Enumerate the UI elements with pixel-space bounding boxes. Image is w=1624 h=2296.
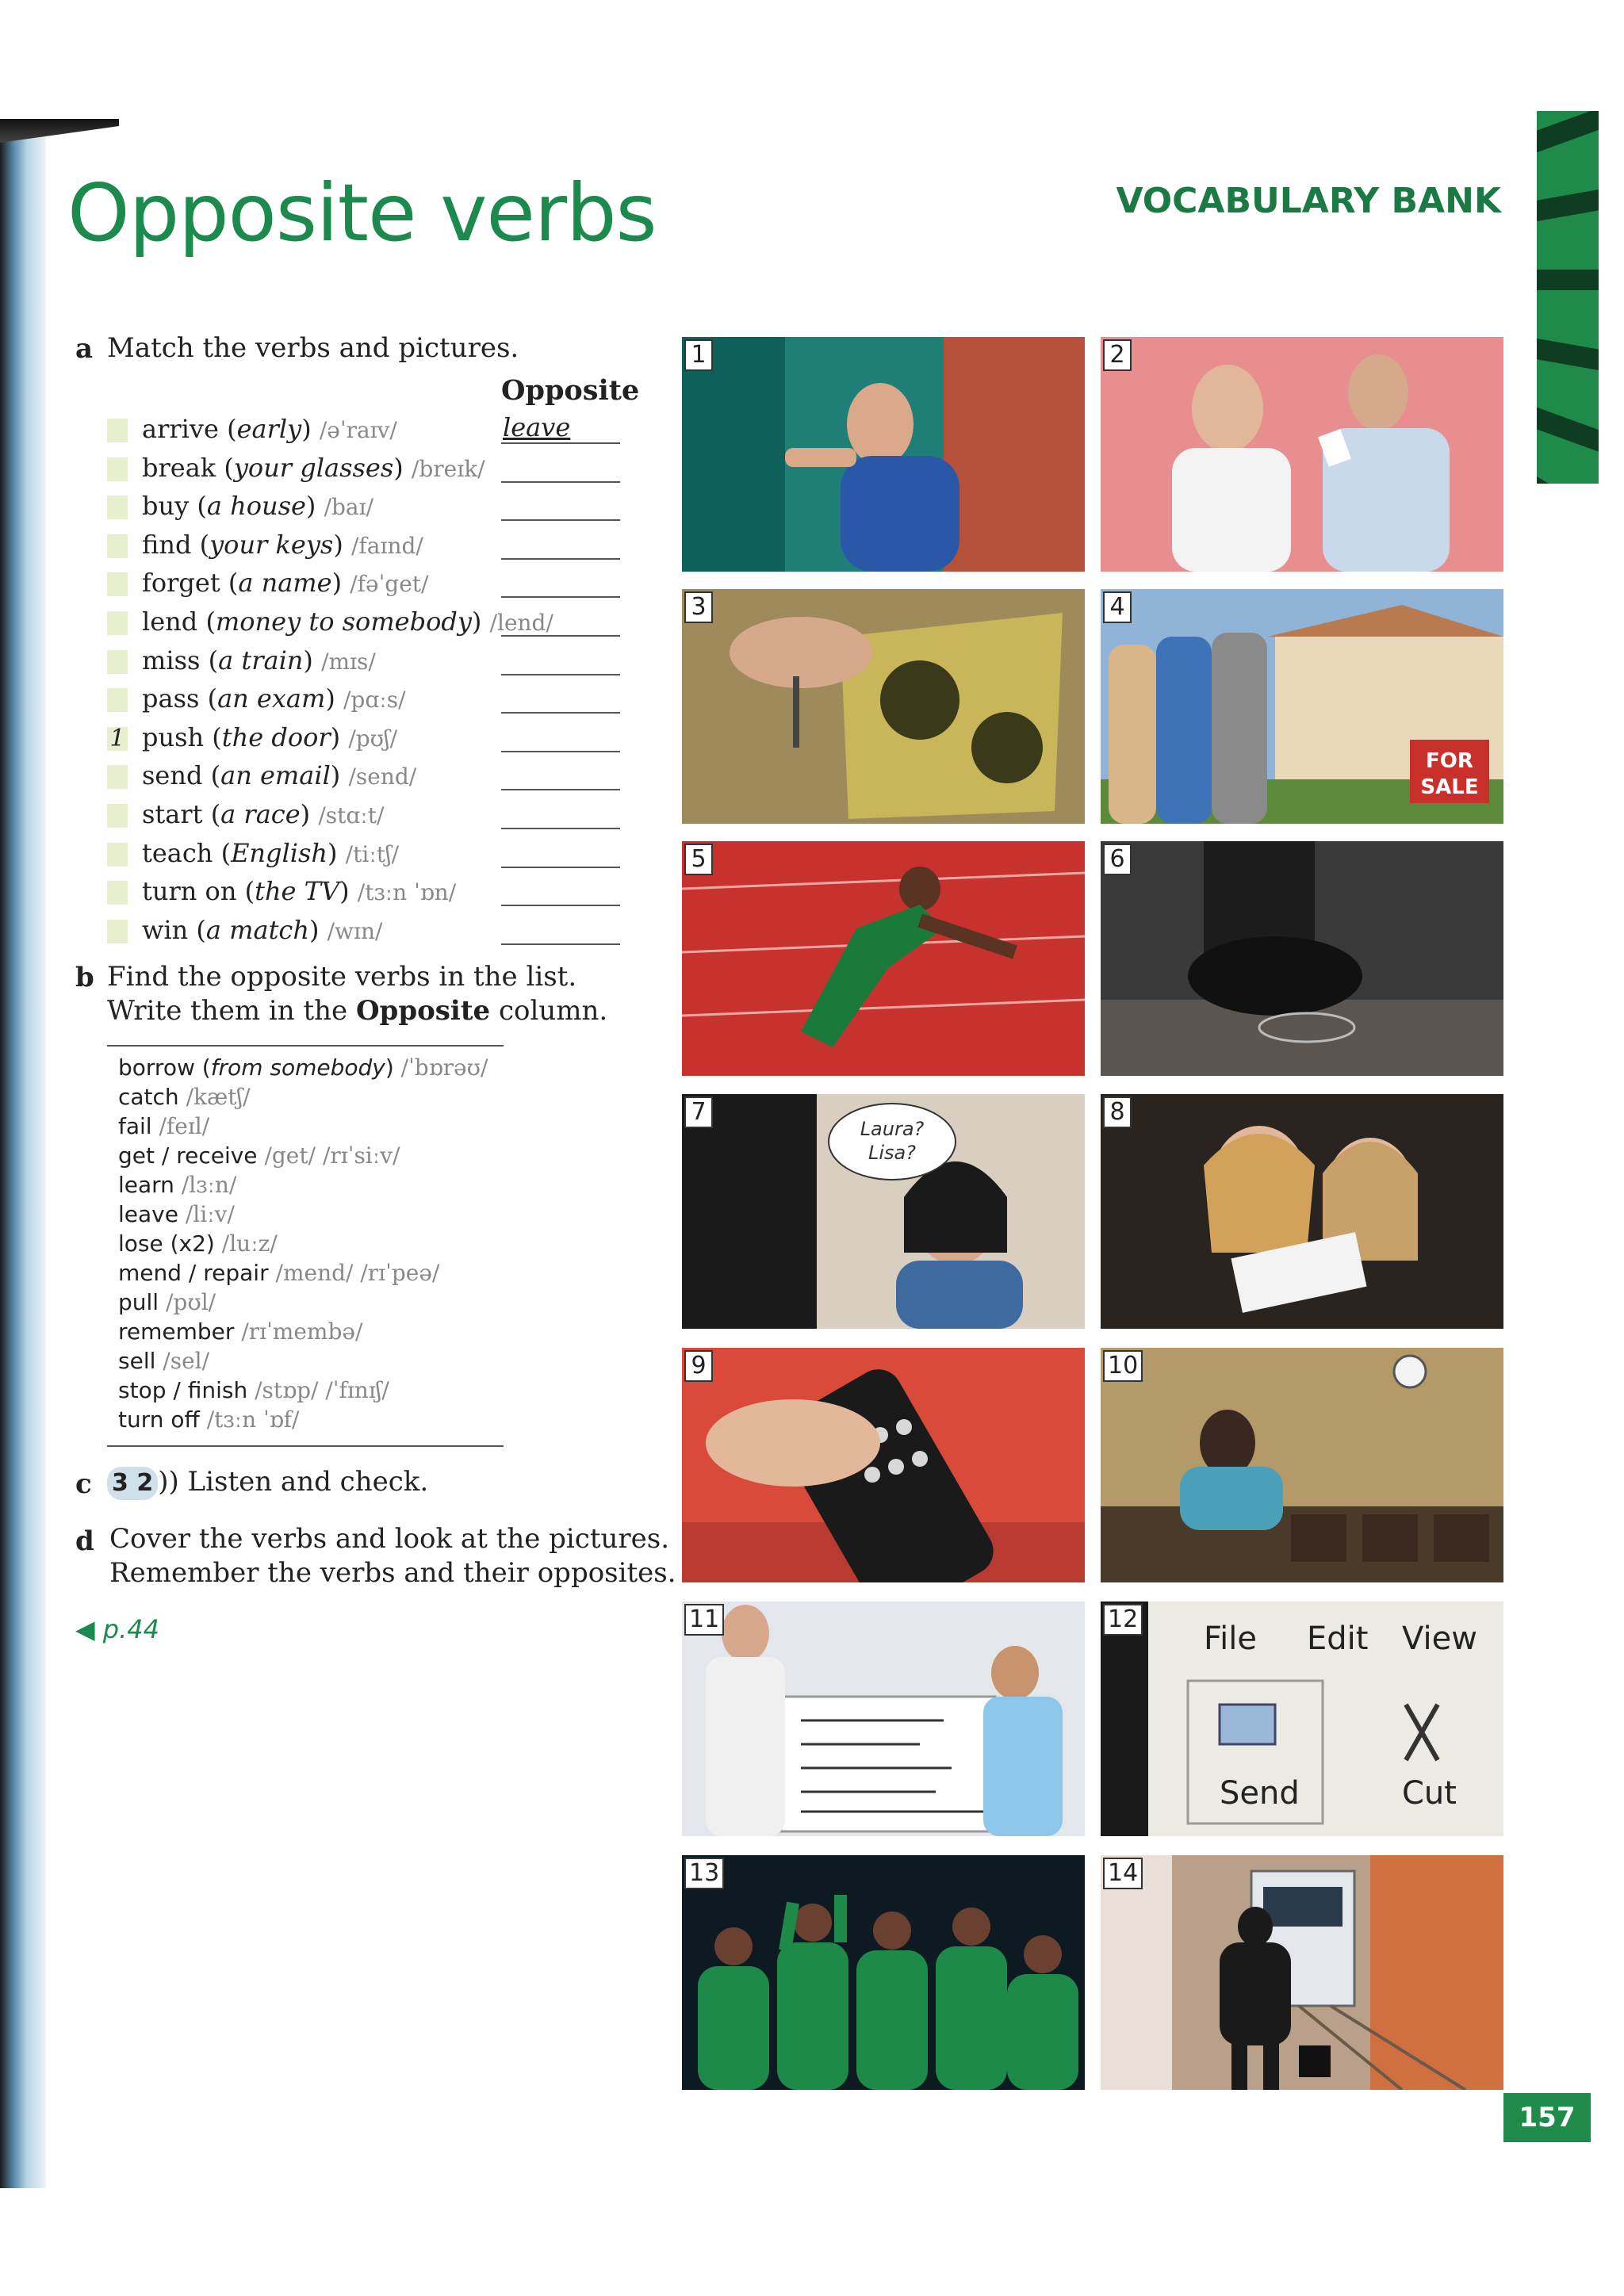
opposite-answer: leave bbox=[503, 412, 571, 442]
answer-box[interactable]: 1 bbox=[107, 727, 128, 751]
teach-english-illustration bbox=[682, 1601, 1085, 1836]
picture-number: 5 bbox=[684, 844, 713, 875]
word: pull bbox=[118, 1289, 159, 1315]
phonetic: /faɪnd/ bbox=[351, 532, 423, 559]
line2-post: column. bbox=[490, 995, 608, 1027]
cut-label: Cut bbox=[1402, 1775, 1457, 1812]
phonetic: /luːz/ bbox=[221, 1230, 278, 1257]
verb-row bbox=[107, 682, 630, 721]
word: stop / finish bbox=[118, 1377, 248, 1403]
answer-box[interactable] bbox=[107, 534, 128, 558]
word: catch bbox=[118, 1084, 179, 1110]
phonetic: /ˈbɒrəʊ/ bbox=[400, 1054, 488, 1081]
verb: teach bbox=[142, 837, 213, 868]
verb-object: an exam bbox=[217, 683, 326, 714]
verb-text: lend (money to somebody) /lend/ bbox=[142, 606, 553, 637]
exercise-a-instruction: Match the verbs and pictures. bbox=[107, 332, 519, 364]
word: lose (x2) bbox=[118, 1230, 215, 1257]
verb-row bbox=[107, 913, 630, 952]
verb: turn on bbox=[142, 876, 237, 907]
word-list-item bbox=[118, 1317, 504, 1346]
phonetic: /kætʃ/ bbox=[186, 1084, 251, 1110]
opposite-answer-line[interactable] bbox=[501, 751, 620, 752]
verb-list bbox=[107, 412, 630, 951]
line2-pre: Write them in the bbox=[107, 995, 356, 1027]
phonetic: /pʊl/ bbox=[165, 1289, 216, 1315]
answer-box[interactable] bbox=[107, 843, 128, 867]
picture-number: 11 bbox=[684, 1604, 724, 1636]
verb: forget bbox=[142, 568, 220, 599]
verb-text: forget (a name) /fəˈget/ bbox=[142, 568, 429, 599]
verb: miss bbox=[142, 645, 201, 675]
verb-row bbox=[107, 528, 630, 567]
answer-box[interactable] bbox=[107, 650, 128, 674]
answer-box[interactable] bbox=[107, 496, 128, 519]
word-list-item bbox=[118, 1112, 504, 1141]
word-list-item bbox=[118, 1405, 504, 1434]
verb-text: pass (an exam) /pɑːs/ bbox=[142, 683, 406, 714]
word-list-item: borrow (from somebody) /ˈbɒrəʊ/ bbox=[118, 1054, 488, 1081]
exercise-b-letter: b bbox=[75, 962, 94, 993]
word-list-item bbox=[118, 1258, 504, 1288]
answer-box[interactable] bbox=[107, 920, 128, 943]
menu-view: View bbox=[1402, 1621, 1477, 1657]
verb-text: find (your keys) /faɪnd/ bbox=[142, 529, 423, 560]
picture-number: 6 bbox=[1103, 844, 1132, 875]
phonetic: /fəˈget/ bbox=[350, 571, 429, 598]
picture-11 bbox=[682, 1601, 1085, 1836]
verb-row bbox=[107, 759, 630, 798]
menu-edit: Edit bbox=[1307, 1621, 1369, 1657]
book-spine-shadow bbox=[0, 119, 46, 2188]
picture-13 bbox=[682, 1855, 1085, 2090]
verb-object: an email bbox=[220, 760, 331, 791]
phonetic: /tɜːn ˈɒn/ bbox=[357, 879, 457, 906]
opposite-answer-line[interactable] bbox=[501, 789, 620, 790]
verb-text: teach (English) /tiːtʃ/ bbox=[142, 837, 400, 868]
picture-1 bbox=[682, 337, 1085, 572]
phonetic: /pʊʃ/ bbox=[348, 725, 398, 752]
menu-file: File bbox=[1204, 1621, 1257, 1657]
picture-number: 2 bbox=[1103, 339, 1132, 371]
answer-box[interactable] bbox=[107, 765, 128, 789]
phonetic: /mɪs/ bbox=[321, 648, 376, 675]
verb: buy bbox=[142, 491, 190, 522]
verb-row bbox=[107, 874, 630, 913]
verb-object: early bbox=[236, 414, 302, 444]
line2-bold: Opposite bbox=[355, 995, 491, 1027]
broken-glasses-illustration bbox=[1101, 841, 1503, 1076]
verb-text: send (an email) /send/ bbox=[142, 760, 417, 791]
verb-row bbox=[107, 644, 630, 683]
phonetic: /əˈraɪv/ bbox=[319, 417, 397, 443]
answer-box[interactable] bbox=[107, 419, 128, 442]
verb-text: buy (a house) /baɪ/ bbox=[142, 491, 374, 522]
forget-name-illustration bbox=[682, 1094, 1085, 1329]
exercise-c-text: Listen and check. bbox=[187, 1466, 429, 1498]
back-ref-text: p.44 bbox=[102, 1614, 159, 1644]
verb-object: a race bbox=[220, 798, 301, 829]
picture-number: 8 bbox=[1103, 1096, 1132, 1128]
verb-object: a house bbox=[206, 491, 306, 522]
verb-object: the TV bbox=[255, 876, 340, 907]
answer-box[interactable] bbox=[107, 611, 128, 635]
opposite-answer-line[interactable] bbox=[501, 867, 620, 868]
word: remember bbox=[118, 1318, 235, 1345]
picture-number: 4 bbox=[1103, 591, 1132, 623]
verb-object: your keys bbox=[209, 529, 334, 560]
phonetic: /lend/ bbox=[489, 609, 553, 636]
picture-14 bbox=[1101, 1855, 1503, 2090]
opposite-answer-line[interactable] bbox=[501, 635, 620, 637]
win-match-illustration bbox=[682, 1855, 1085, 2090]
speech-bubble-line2: Lisa? bbox=[868, 1142, 916, 1164]
phonetic: /mend/ /rɪˈpeə/ bbox=[275, 1260, 440, 1286]
word-list-item bbox=[118, 1200, 504, 1229]
verb-text: miss (a train) /mɪs/ bbox=[142, 645, 376, 675]
verb: break bbox=[142, 452, 216, 483]
exercise-a-letter: a bbox=[75, 333, 94, 365]
picture-number: 9 bbox=[684, 1350, 713, 1382]
picture-12 bbox=[1101, 1601, 1503, 1836]
phonetic: /sel/ bbox=[163, 1348, 210, 1374]
picture-number: 1 bbox=[684, 339, 713, 371]
verb-text: push (the door) /pʊʃ/ bbox=[142, 721, 398, 752]
verb-text: break (your glasses) /breɪk/ bbox=[142, 452, 485, 483]
audio-track-badge[interactable]: 3 2 bbox=[107, 1467, 158, 1500]
section-label: VOCABULARY BANK bbox=[1116, 181, 1501, 221]
picture-number: 3 bbox=[684, 591, 713, 623]
word-object: from somebody bbox=[210, 1054, 385, 1081]
audio-icon: )) bbox=[158, 1466, 179, 1498]
phonetic: /baɪ/ bbox=[324, 494, 374, 521]
word: mend / repair bbox=[118, 1260, 269, 1286]
verb-object: a train bbox=[218, 645, 304, 675]
phonetic: /pɑːs/ bbox=[343, 687, 406, 714]
picture-7 bbox=[682, 1094, 1085, 1329]
page-title: Opposite verbs bbox=[67, 166, 657, 259]
page-number: 157 bbox=[1503, 2093, 1591, 2142]
opposite-answer-line[interactable] bbox=[501, 943, 620, 945]
phonetic: /send/ bbox=[348, 763, 417, 790]
word-list-item bbox=[118, 1376, 504, 1405]
verb: find bbox=[142, 529, 192, 560]
word: leave bbox=[118, 1201, 178, 1227]
word-list-item bbox=[118, 1229, 504, 1258]
verb-row bbox=[107, 721, 630, 760]
tv-remote-illustration bbox=[682, 1348, 1085, 1582]
word: get / receive bbox=[118, 1142, 258, 1169]
picture-4 bbox=[1101, 589, 1503, 824]
exercise-d-letter: d bbox=[75, 1525, 94, 1557]
word-list-item bbox=[118, 1082, 504, 1112]
phonetic: /stɑːt/ bbox=[318, 802, 385, 828]
two-men-glasses-illustration bbox=[1101, 337, 1503, 572]
opposite-word-list bbox=[107, 1045, 504, 1447]
exam-results-illustration bbox=[1101, 1094, 1503, 1329]
send-email-toolbar-illustration bbox=[1101, 1601, 1503, 1836]
opposite-answer-line[interactable] bbox=[501, 828, 620, 829]
phonetic: /stɒp/ /ˈfɪnɪʃ/ bbox=[255, 1377, 389, 1403]
picture-5 bbox=[682, 841, 1085, 1076]
verb-object: a match bbox=[205, 914, 309, 945]
picture-number: 12 bbox=[1103, 1604, 1143, 1636]
opposite-answer-line[interactable] bbox=[501, 596, 620, 598]
opposite-column-heading: Opposite bbox=[501, 374, 640, 407]
race-start-illustration bbox=[682, 841, 1085, 1076]
picture-2 bbox=[1101, 337, 1503, 572]
answer-box[interactable] bbox=[107, 572, 128, 596]
opposite-answer-line[interactable] bbox=[501, 412, 620, 444]
verb-text: start (a race) /stɑːt/ bbox=[142, 798, 385, 829]
phonetic: /breɪk/ bbox=[411, 455, 485, 482]
verb-row bbox=[107, 451, 630, 490]
picture-number: 13 bbox=[684, 1858, 724, 1889]
opposite-answer-line[interactable] bbox=[501, 674, 620, 675]
picture-10 bbox=[1101, 1348, 1503, 1582]
phonetic: /lɜːn/ bbox=[181, 1172, 237, 1198]
word: turn off bbox=[118, 1406, 200, 1433]
verb-object: money to somebody bbox=[215, 606, 472, 637]
send-label: Send bbox=[1220, 1775, 1300, 1812]
picture-9 bbox=[682, 1348, 1085, 1582]
miss-train-illustration bbox=[1101, 1855, 1503, 2090]
picture-6 bbox=[1101, 841, 1503, 1076]
verb-text: win (a match) /wɪn/ bbox=[142, 914, 383, 945]
verb-row bbox=[107, 798, 630, 836]
verb: arrive bbox=[142, 414, 219, 444]
opposite-answer-line[interactable] bbox=[501, 519, 620, 521]
phonetic: /tɜːn ˈɒf/ bbox=[206, 1406, 300, 1433]
exercise-c-line bbox=[107, 1465, 428, 1500]
picture-number: 14 bbox=[1103, 1858, 1143, 1889]
verb: push bbox=[142, 721, 205, 752]
for-sale-sign: FOR bbox=[1426, 749, 1473, 773]
exercise-c-letter: c bbox=[75, 1468, 92, 1500]
verb-object: the door bbox=[221, 721, 331, 752]
word: borrow bbox=[118, 1054, 195, 1081]
verb: start bbox=[142, 798, 203, 829]
spine-corner bbox=[0, 119, 119, 143]
push-door-illustration bbox=[682, 337, 1085, 572]
word-list-item bbox=[118, 1288, 504, 1317]
phonetic: /get/ /rɪˈsiːv/ bbox=[264, 1142, 400, 1169]
verb-object: English bbox=[231, 837, 328, 868]
phonetic: /wɪn/ bbox=[327, 917, 383, 944]
picture-number: 7 bbox=[684, 1096, 713, 1128]
exercise-d-line2: Remember the verbs and their opposites. bbox=[109, 1557, 676, 1589]
picture-8 bbox=[1101, 1094, 1503, 1329]
picture-3 bbox=[682, 589, 1085, 824]
word-list-item bbox=[118, 1170, 504, 1200]
verb: win bbox=[142, 914, 189, 945]
phonetic: /rɪˈmembə/ bbox=[241, 1318, 363, 1345]
verb-row bbox=[107, 412, 630, 451]
speech-bubble-line1: Laura? bbox=[860, 1118, 925, 1140]
svg-text:SALE: SALE bbox=[1420, 775, 1479, 799]
section-tab-sunburst bbox=[1537, 111, 1599, 484]
page-back-reference[interactable] bbox=[75, 1614, 159, 1644]
verb-row bbox=[107, 605, 630, 644]
verb-text: turn on (the TV) /tɜːn ˈɒn/ bbox=[142, 876, 457, 907]
find-keys-illustration bbox=[682, 589, 1085, 824]
opposite-answer-line[interactable] bbox=[501, 558, 620, 560]
word-list-item bbox=[118, 1141, 504, 1170]
verb-row bbox=[107, 566, 630, 605]
exercise-b-line1: Find the opposite verbs in the list. bbox=[107, 961, 577, 993]
word: learn bbox=[118, 1172, 174, 1198]
verb: lend bbox=[142, 606, 198, 637]
word: sell bbox=[118, 1348, 156, 1374]
word-list-item bbox=[118, 1346, 504, 1376]
classroom-teacher-illustration bbox=[1101, 1348, 1503, 1582]
verb: send bbox=[142, 760, 203, 791]
back-arrow-icon: ◀ bbox=[75, 1614, 95, 1644]
answer-box[interactable] bbox=[107, 804, 128, 828]
phonetic: /liːv/ bbox=[185, 1201, 235, 1227]
house-for-sale-illustration bbox=[1101, 589, 1503, 824]
picture-number: 10 bbox=[1103, 1350, 1143, 1382]
exercise-d-line1: Cover the verbs and look at the pictures. bbox=[109, 1523, 670, 1555]
verb-object: a name bbox=[238, 568, 332, 599]
verb-row bbox=[107, 836, 630, 875]
answer-box[interactable] bbox=[107, 457, 128, 481]
answer-box[interactable] bbox=[107, 688, 128, 712]
verb-row bbox=[107, 489, 630, 528]
verb-object: your glasses bbox=[233, 452, 394, 483]
verb-text: arrive (early) /əˈraɪv/ bbox=[142, 414, 397, 444]
verb: pass bbox=[142, 683, 200, 714]
opposite-answer-line[interactable] bbox=[501, 481, 620, 483]
phonetic: /tiːtʃ/ bbox=[345, 840, 400, 867]
word: fail bbox=[118, 1113, 152, 1139]
phonetic: /feɪl/ bbox=[159, 1113, 210, 1139]
answer-box[interactable] bbox=[107, 881, 128, 905]
exercise-b-line2 bbox=[107, 994, 607, 1027]
opposite-answer-line[interactable] bbox=[501, 712, 620, 714]
opposite-answer-line[interactable] bbox=[501, 905, 620, 906]
